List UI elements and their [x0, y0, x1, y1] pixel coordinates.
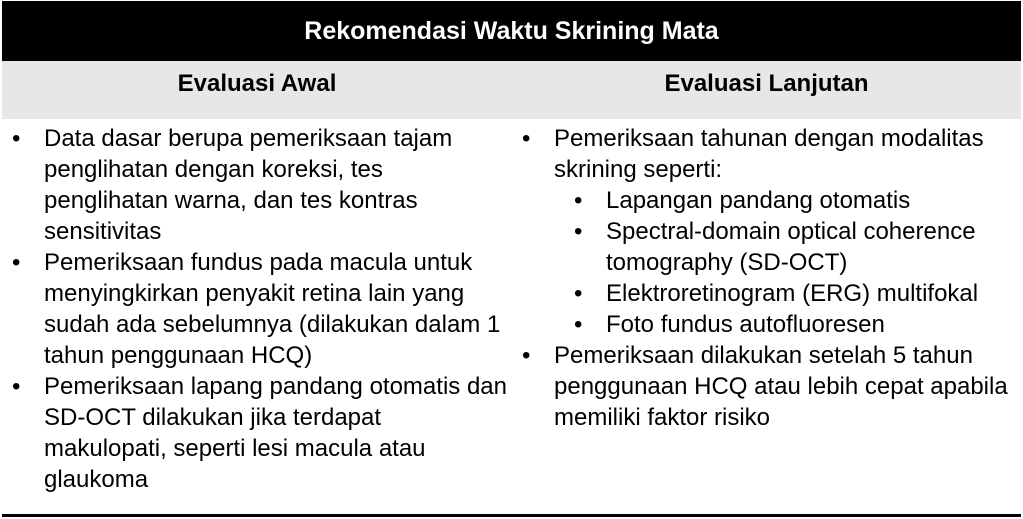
screening-table [2, 1, 1021, 519]
list-item-timing: • Pemeriksaan dilakukan setelah 5 tahun penggunaan HCQ atau lebih cepat apabila memiliki faktor risiko [512, 340, 1017, 433]
column-heading-follow-up-evaluation: Evaluasi Lanjutan [664, 70, 869, 97]
screening-modalities-sublist [554, 185, 1017, 340]
initial-evaluation-column [2, 123, 507, 495]
list-item: • Data dasar berupa pemeriksaan tajam penglihatan dengan koreksi, tes penglihatan warna, dan tes kontras sensitivitas [2, 123, 507, 247]
list-item-annual-exam [512, 123, 1017, 340]
column-heading-initial-evaluation: Evaluasi Awal [177, 70, 337, 97]
initial-evaluation-list [2, 123, 507, 495]
sublist-item: • Spectral-domain optical coherence tomography (SD-OCT) [554, 216, 1017, 278]
list-item: • Pemeriksaan lapang pandang otomatis dan SD-OCT dilakukan jika terdapat makulopati, seperti lesi macula atau glaukoma [2, 371, 507, 495]
column-header-row [2, 61, 1021, 119]
list-item-text: Pemeriksaan tahunan dengan modalitas skrining seperti: [554, 125, 984, 183]
list-item: • Pemeriksaan fundus pada macula untuk menyingkirkan penyakit retina lain yang sudah ada sebelumnya (dilakukan dalam 1 tahun penggunaan HCQ) [2, 247, 507, 371]
sublist-item: • Lapangan pandang otomatis [554, 185, 1017, 216]
follow-up-evaluation-list [512, 123, 1017, 433]
follow-up-evaluation-column [512, 123, 1017, 433]
table-title: Rekomendasi Waktu Skrining Mata [2, 1, 1021, 61]
sublist-item: • Foto fundus autofluoresen [554, 309, 1017, 340]
bottom-rule [2, 514, 1021, 517]
sublist-item: • Elektroretinogram (ERG) multifokal [554, 278, 1017, 309]
